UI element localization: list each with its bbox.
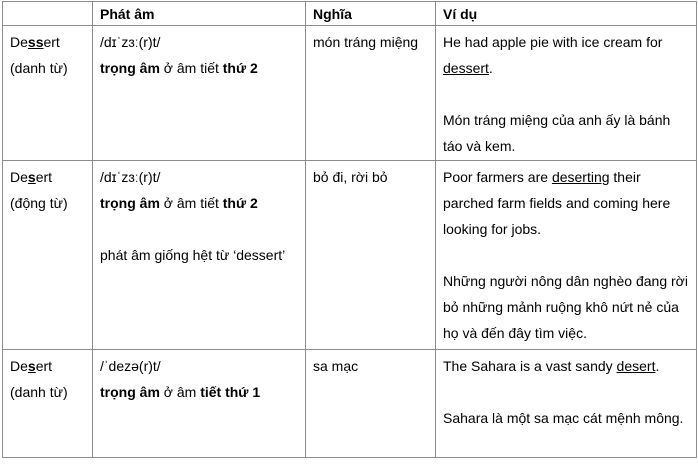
part-of-speech: (danh từ) — [10, 60, 68, 76]
example-vi: Món tráng miệng của anh ấy là bánh táo và kem. — [443, 112, 671, 154]
header-pronunciation: Phát âm — [93, 2, 306, 26]
example-en: The Sahara is a vast sandy desert. — [443, 358, 660, 374]
part-of-speech: (động từ) — [10, 195, 68, 211]
header-row — [3, 2, 697, 26]
stress-note: trọng âm ở âm tiết thứ 1 — [100, 384, 261, 400]
meaning: món tráng miệng — [313, 34, 419, 50]
stress-note: trọng âm ở âm tiết thứ 2 — [100, 195, 258, 211]
example-en: He had apple pie with ice cream for dessert. — [443, 34, 663, 76]
meaning: bỏ đi, rời bỏ — [313, 169, 388, 185]
vocabulary-table — [2, 1, 697, 458]
example-vi: Sahara là một sa mạc cát mệnh mông. — [443, 410, 684, 426]
word: Desert — [10, 169, 53, 185]
pronunciation-cell — [93, 26, 306, 161]
ipa: /dɪˈzɜː(r)t/ — [100, 169, 161, 185]
pronunciation-cell — [93, 161, 306, 350]
word: Dessert — [10, 34, 60, 50]
meaning-cell — [306, 350, 436, 458]
ipa: /ˈdezə(r)t/ — [100, 358, 161, 374]
word-cell — [3, 26, 93, 161]
meaning-cell — [306, 26, 436, 161]
header-word — [3, 2, 93, 26]
word: Desert — [10, 358, 53, 374]
header-meaning: Nghĩa — [306, 2, 436, 26]
pronunciation-cell — [93, 350, 306, 458]
table-row — [3, 161, 697, 350]
example-en: Poor farmers are deserting their parched farm fields and coming here looking for jobs. — [443, 169, 671, 237]
example-cell — [436, 350, 697, 458]
table-row — [3, 26, 697, 161]
word-cell — [3, 161, 93, 350]
example-vi: Những người nông dân nghèo đang rời bỏ những mảnh ruộng khô nứt nẻ của họ và đến đây tìm việc. — [443, 273, 688, 341]
meaning: sa mạc — [313, 358, 359, 374]
ipa: /dɪˈzɜː(r)t/ — [100, 34, 161, 50]
homophone-note: phát âm giống hệt từ ‘dessert’ — [100, 247, 286, 263]
example-cell — [436, 26, 697, 161]
part-of-speech: (danh từ) — [10, 384, 68, 400]
example-cell — [436, 161, 697, 350]
word-cell — [3, 350, 93, 458]
meaning-cell — [306, 161, 436, 350]
table-row — [3, 350, 697, 458]
header-example: Ví dụ — [436, 2, 697, 26]
stress-note: trọng âm ở âm tiết thứ 2 — [100, 60, 258, 76]
